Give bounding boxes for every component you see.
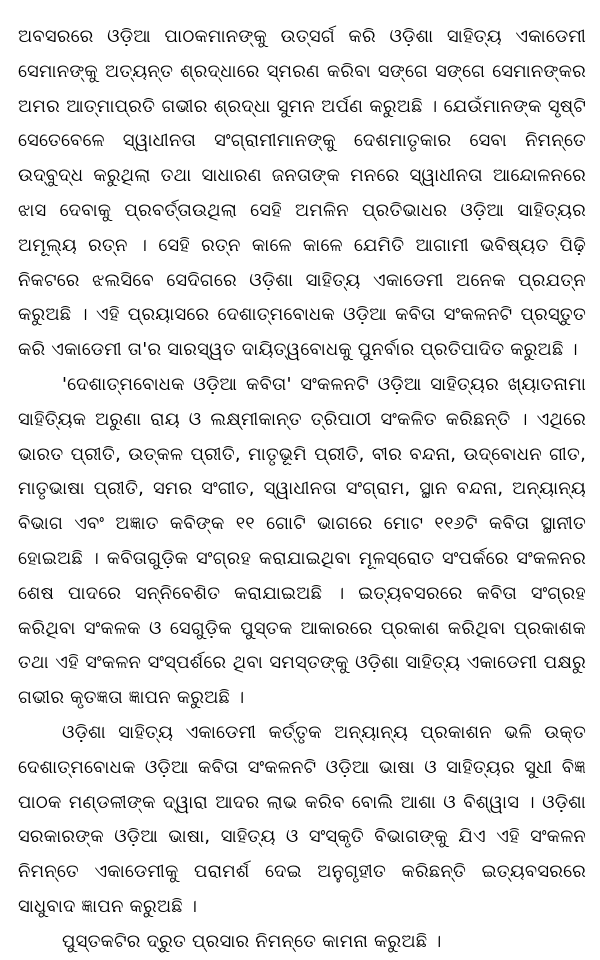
- paragraph-acknowledgement: ଓଡ଼ିଶା ସାହିତ୍ୟ ଏକାଡେମୀ କର୍ତ୍ତୃକ ଅନ୍ୟାନ୍ୟ ପ୍ରକାଶନ ଭଳି ଉକ୍ତ ଦେଶାତ୍ମବୋଧକ ଓଡ଼ିଆ କବିତା ସଂକଳନଟି ଓଡ଼ିଆ ଭାଷା ଓ ସାହିତ୍ୟର ସୁଧୀ ବିଜ୍ଞ ପାଠକ ମଣ୍ଡଳୀଙ୍କ ଦ୍ୱାରା ଆଦର ଲାଭ କରିବ ବୋଲି ଆଶା ଓ ବିଶ୍ୱାସ । ଓଡ଼ିଶା ସରକାରଙ୍କ ଓଡ଼ିଆ ଭାଷା, ସାହିତ୍ୟ ଓ ସଂସ୍କୃତି ବିଭାଗଙ୍କୁ ଯିଏ ଏହି ସଂକଳନ ନିମନ୍ତେ ଏକାଡେମୀକୁ ପରାମର୍ଶ ଦେଇ ଅନୁଗୃହୀତ କରିଛନ୍ତି ଇତ୍ୟବସରରେ ସାଧୁବାଦ ଜ୍ଞାପନ କରୁଅଛି ।: [18, 721, 586, 917]
- paragraph-intro: ଅବସରରେ ଓଡ଼ିଆ ପାଠକମାନଙ୍କୁ ଉତ୍ସର୍ଗ କରି ଓଡ଼ିଶା ସାହିତ୍ୟ ଏକାଡେମୀ ସେମାନଙ୍କୁ ଅତ୍ୟନ୍ତ ଶ୍ରଦ୍ଧାରେ ସ୍ମରଣ କରିବା ସଙ୍ଗେ ସଙ୍ଗେ ସେମାନଙ୍କର ଅମର ଆତ୍ମାପ୍ରତି ଗଭୀର ଶ୍ରଦ୍ଧା ସୁମନ ଅର୍ପଣ କରୁଅଛି । ଯେଉଁମାନଙ୍କ ସୃଷ୍ଟି ସେତେବେଳେ ସ୍ୱାଧୀନତା ସଂଗ୍ରାମୀମାନଙ୍କୁ ଦେଶମାତୃକାର ସେବା ନିମନ୍ତେ ଉଦ୍‌ବୁଦ୍ଧ କରୁଥିଲା ତଥା ସାଧାରଣ ଜନତାଙ୍କ ମନରେ ସ୍ୱାଧୀନତା ଆନ୍ଦୋଳନରେ ଝାସ ଦେବାକୁ ପ୍ରବର୍ତ୍ତାଉଥିଲା ସେହି ଅମଳିନ ପ୍ରତିଭାଧର ଓଡ଼ିଆ ସାହିତ୍ୟର ଅମୂଲ୍ୟ ରତ୍ନ । ସେହି ରତ୍ନ କାଳେ କାଳେ ଯେମିତି ଆଗାମୀ ଭବିଷ୍ୟତ ପିଢ଼ି ନିକଟରେ ଝଲସିବେ ସେଦିଗରେ ଓଡ଼ିଶା ସାହିତ୍ୟ ଏକାଡେମୀ ଅନେକ ପ୍ରଯତ୍ନ କରୁଅଛି । ଏହି ପ୍ରୟାସରେ ଦେଶାତ୍ମବୋଧକ ଓଡ଼ିଆ କବିତା ସଂକଳନଟି ପ୍ରସ୍ତୁତ କରି ଏକାଡେମୀ ତା'ର ସାରସ୍ୱତ ଦାୟିତ୍ୱବୋଧକୁ ପୁନର୍ବାର ପ୍ରତିପାଦିତ କରୁଅଛି ।: [18, 26, 586, 361]
- paragraph-anthology-details: 'ଦେଶାତ୍ମବୋଧକ ଓଡ଼ିଆ କବିତା' ସଂକଳନଟି ଓଡ଼ିଆ ସାହିତ୍ୟର ଖ୍ୟାତନାମା ସାହିତ୍ୟିକ ଅରୁଣା ରାୟ ଓ ଲକ୍ଷ୍ମୀକାନ୍ତ ତ୍ରିପାଠୀ ସଂକଳିତ କରିଛନ୍ତି । ଏଥିରେ ଭାରତ ପ୍ରୀତି, ଉତ୍କଳ ପ୍ରୀତି, ମାତୃଭୂମି ପ୍ରୀତି, ବୀର ବନ୍ଦନା, ଉଦ୍‌ବୋଧନ ଗୀତ, ମାତୃଭାଷା ପ୍ରୀତି, ସମର ସଂଗୀତ, ସ୍ୱାଧୀନତା ସଂଗ୍ରାମ, ସ୍ଥାନ ବନ୍ଦନା, ଅନ୍ୟାନ୍ୟ ବିଭାଗ ଏବଂ ଅଜ୍ଞାତ କବିଙ୍କ ୧୧ ଗୋଟି ଭାଗରେ ମୋଟ ୧୧୬ଟି କବିତା ସ୍ଥାନୀତ ହୋଇଅଛି । କବିତାଗୁଡ଼ିକ ସଂଗ୍ରହ କରାଯାଇଥିବା ମୂଳସ୍ରୋତ ସଂପର୍କରେ ସଂକଳନର ଶେଷ ପାଦରେ ସନ୍ନିବେଶିତ କରାଯାଇଅଛି । ଇତ୍ୟବସରରେ କବିତା ସଂଗ୍ରହ କରିଥିବା ସଂକଳକ ଓ ସେଗୁଡ଼ିକ ପୁସ୍ତକ ଆକାରରେ ପ୍ରକାଶ କରିଥିବା ପ୍ରକାଶକ ତଥା ଏହି ସଂକଳନ ସଂସ୍ପର୍ଶରେ ଥିବା ସମସ୍ତଙ୍କୁ ଓଡ଼ିଶା ସାହିତ୍ୟ ଏକାଡେମୀ ପକ୍ଷରୁ ଗଭୀର କୃତଜ୍ଞତା ଜ୍ଞାପନ କରୁଅଛି ।: [18, 373, 586, 709]
- paragraph-closing: ପୁସ୍ତକଟିର ଦ୍ରୁତ ପ୍ରସାର ନିମନ୍ତେ କାମନା କରୁଅଛି ।: [62, 930, 442, 952]
